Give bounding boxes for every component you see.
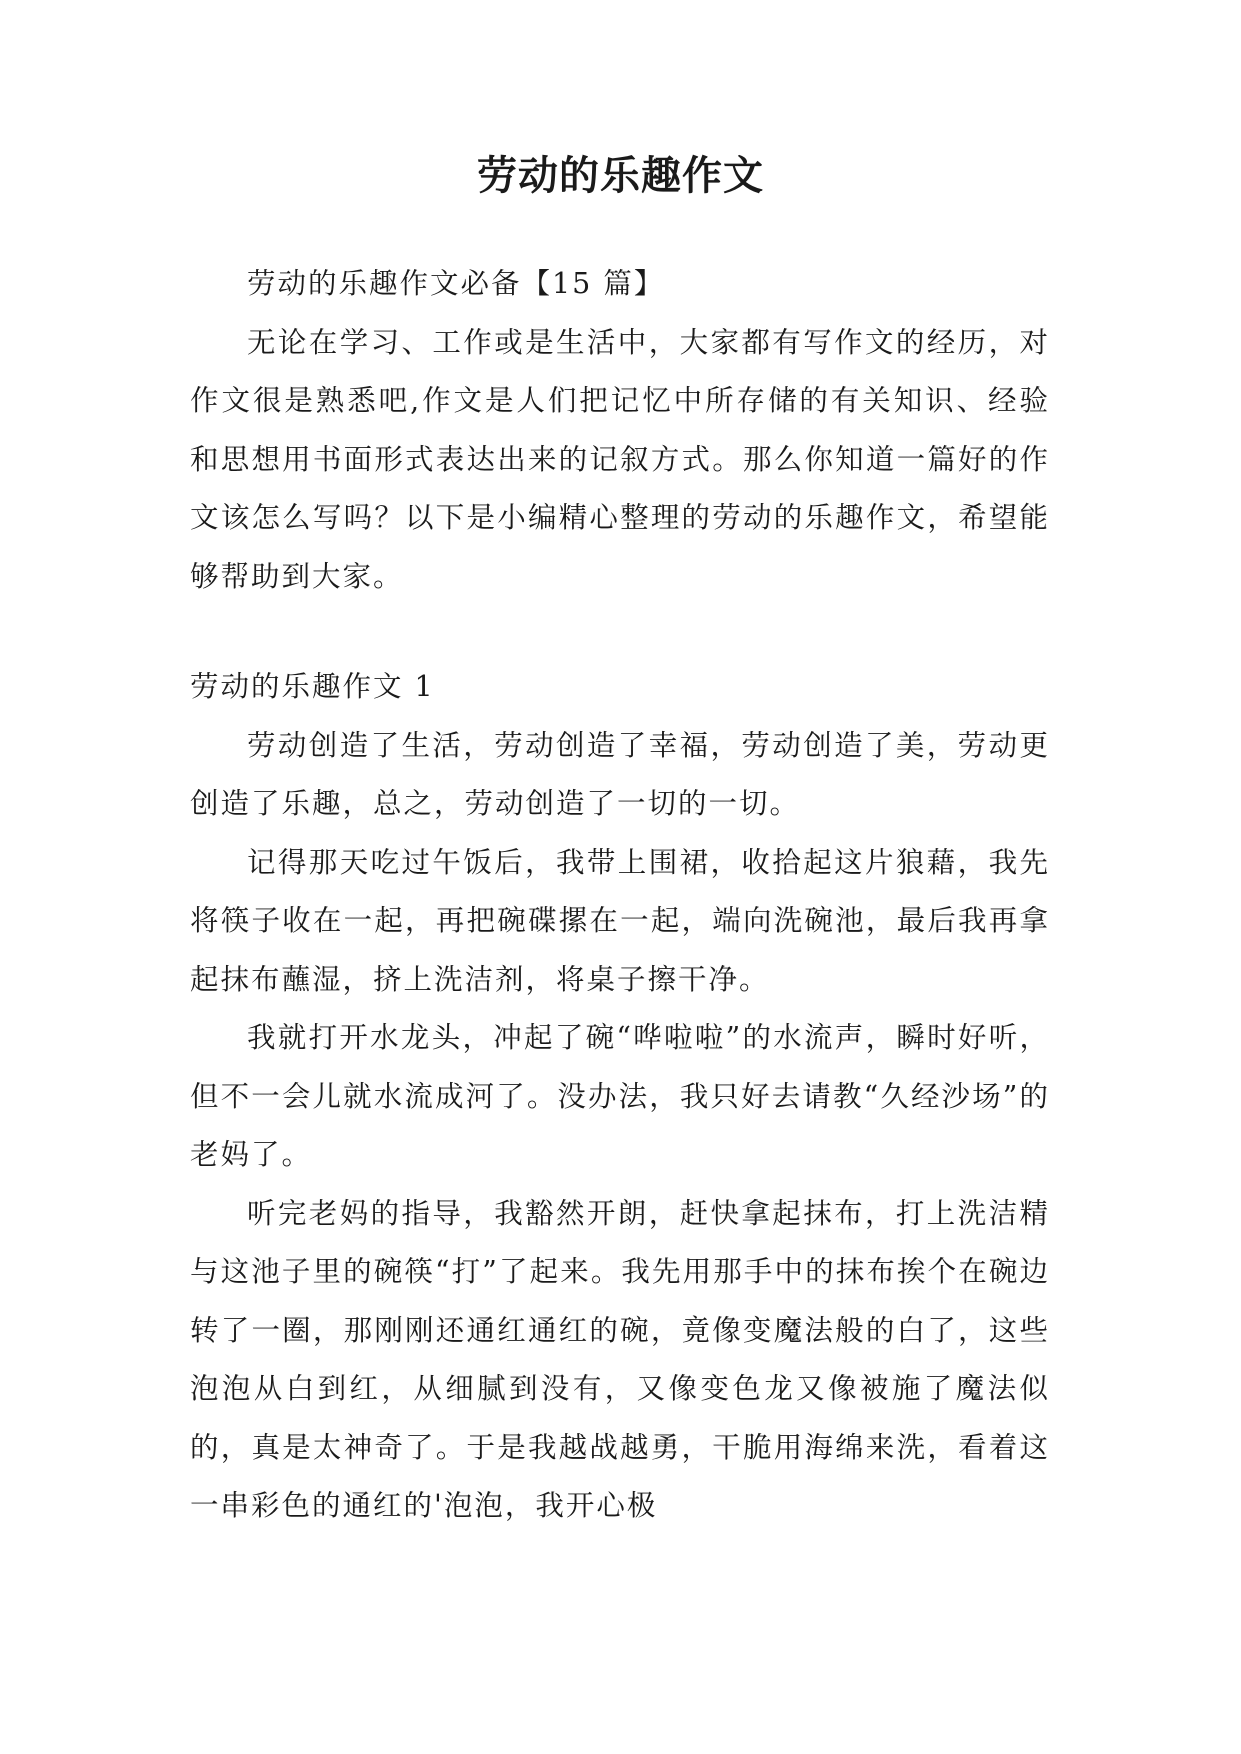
body-paragraph: 我就打开水龙头，冲起了碗“哗啦啦”的水流声，瞬时好听，但不一会儿就水流成河了。没办法，我只好去请教“久经沙场”的老妈了。 (190, 1021, 1050, 1171)
intro-heading: 劳动的乐趣作文必备【15 篇】 (247, 267, 665, 300)
body-paragraph: 听完老妈的指导，我豁然开朗，赶快拿起抹布，打上洗洁精与这池子里的碗筷“打”了起来。我先用那手中的抹布挨个在碗边转了一圈，那刚刚还通红通红的碗，竟像变魔法般的白了，这些泡泡从白到红，从细腻到没有，又像变色龙又像被施了魔法似的，真是太神奇了。于是我越战越勇，干脆用海绵来洗，看着这一串彩色的通红的'泡泡，我开心极 (190, 1196, 1050, 1522)
document-title: 劳动的乐趣作文 (477, 153, 764, 199)
body-paragraph: 记得那天吃过午饭后，我带上围裙，收拾起这片狼藉，我先将筷子收在一起，再把碗碟摞在一起，端向洗碗池，最后我再拿起抹布蘸湿，挤上洗洁剂，将桌子擦干净。 (190, 845, 1050, 996)
intro-paragraph: 无论在学习、工作或是生活中，大家都有写作文的经历，对作文很是熟悉吧,作文是人们把记忆中所存储的有关知识、经验和思想用书面形式表达出来的记叙方式。那么你知道一篇好的作文该怎么写吗？以下是小编精心整理的劳动的乐趣作文，希望能够帮助到大家。 (190, 325, 1050, 593)
document-body (190, 255, 1050, 1536)
section-heading: 劳动的乐趣作文 1 (190, 670, 435, 703)
section-spacer (190, 606, 1050, 658)
body-paragraph: 劳动创造了生活，劳动创造了幸福，劳动创造了美，劳动更创造了乐趣，总之，劳动创造了一切的一切。 (190, 728, 1050, 820)
